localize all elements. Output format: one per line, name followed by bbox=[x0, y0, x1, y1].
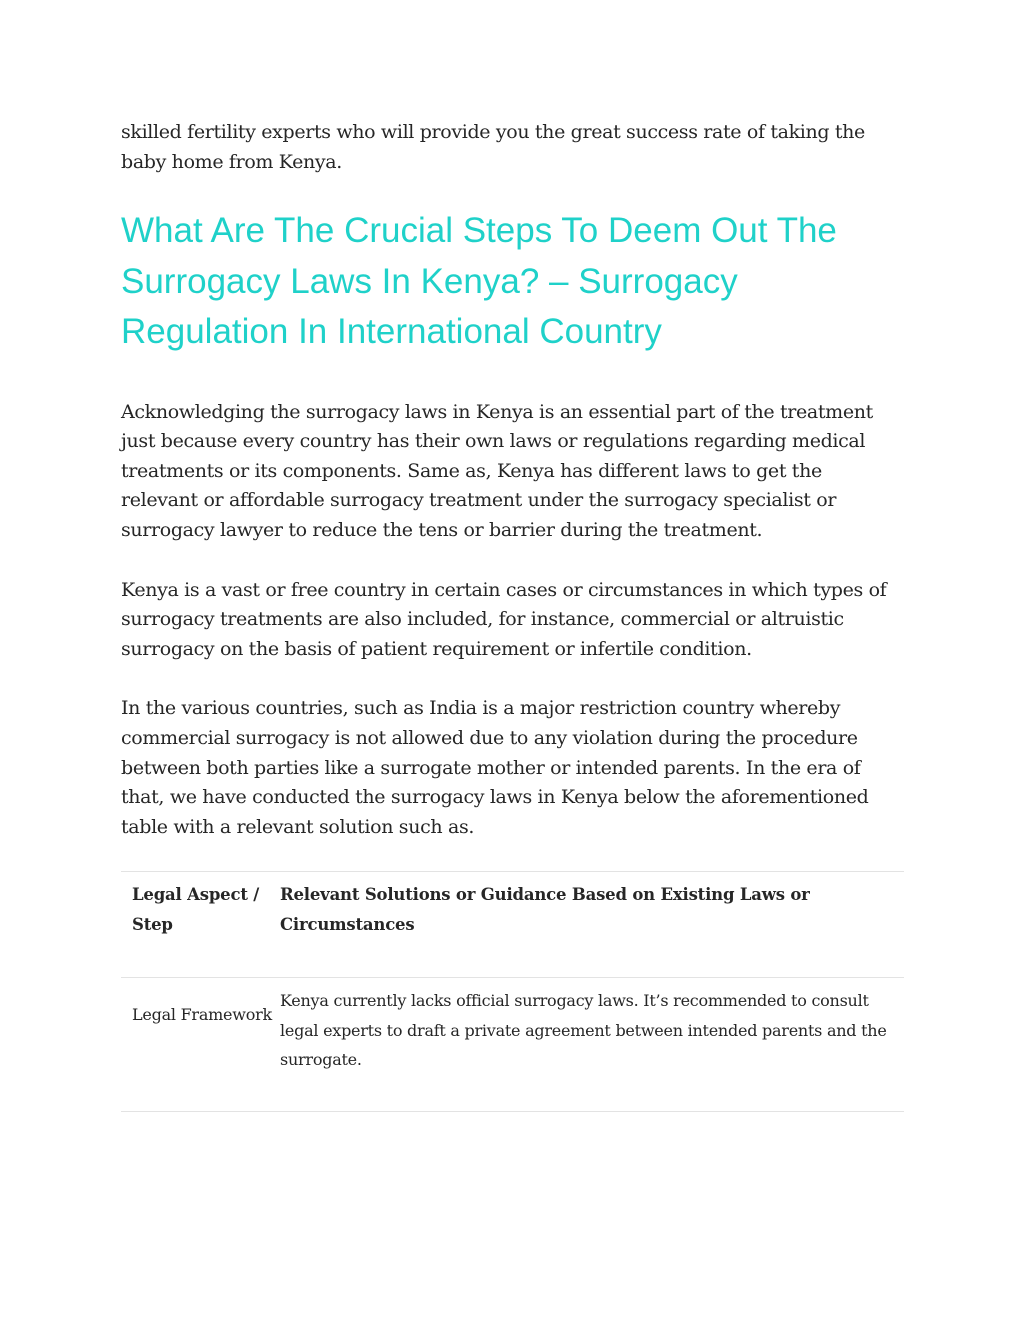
paragraph-surrogacy-laws: Acknowledging the surrogacy laws in Kenya is an essential part of the treatment just because every country has their own laws or regulations regarding medical treatments or its components. Same as, Kenya has different laws to get the relevant or affordable surrogacy treatment under the surrogacy specialist or surrogacy lawyer to reduce the tens or barrier during the treatment. bbox=[121, 400, 873, 542]
table-row bbox=[121, 978, 904, 1112]
intro-paragraph: skilled fertility experts who will provide you the great success rate of taking the baby home from Kenya. bbox=[121, 121, 865, 173]
paragraph-india-restriction: In the various countries, such as India is a major restriction country whereby commercial surrogacy is not allowed due to any violation during the procedure between both parties like a surrogate mother or intended parents. In the era of that, we have conducted the surrogacy laws in Kenya below the aforementioned table with a relevant solution such as. bbox=[121, 697, 869, 838]
table-header-row bbox=[121, 872, 904, 978]
document-page bbox=[121, 118, 904, 1112]
table-cell-guidance: Kenya currently lacks official surrogacy laws. It’s recommended to consult legal experts to draft a private agreement between intended parents and the surrogate. bbox=[280, 991, 887, 1070]
section-heading: What Are The Crucial Steps To Deem Out The Surrogacy Laws In Kenya? – Surrogacy Regulation In International Country bbox=[121, 211, 837, 352]
table-header-guidance: Relevant Solutions or Guidance Based on Existing Laws or Circumstances bbox=[280, 885, 810, 934]
surrogacy-laws-table bbox=[121, 871, 904, 1112]
paragraph-kenya-free-country: Kenya is a vast or free country in certain cases or circumstances in which types of surrogacy treatments are also included, for instance, commercial or altruistic surrogacy on the basis of patient requirement or infertile condition. bbox=[121, 578, 887, 660]
table-cell-aspect: Legal Framework bbox=[132, 1005, 272, 1025]
table-header-aspect: Legal Aspect / Step bbox=[132, 885, 260, 934]
